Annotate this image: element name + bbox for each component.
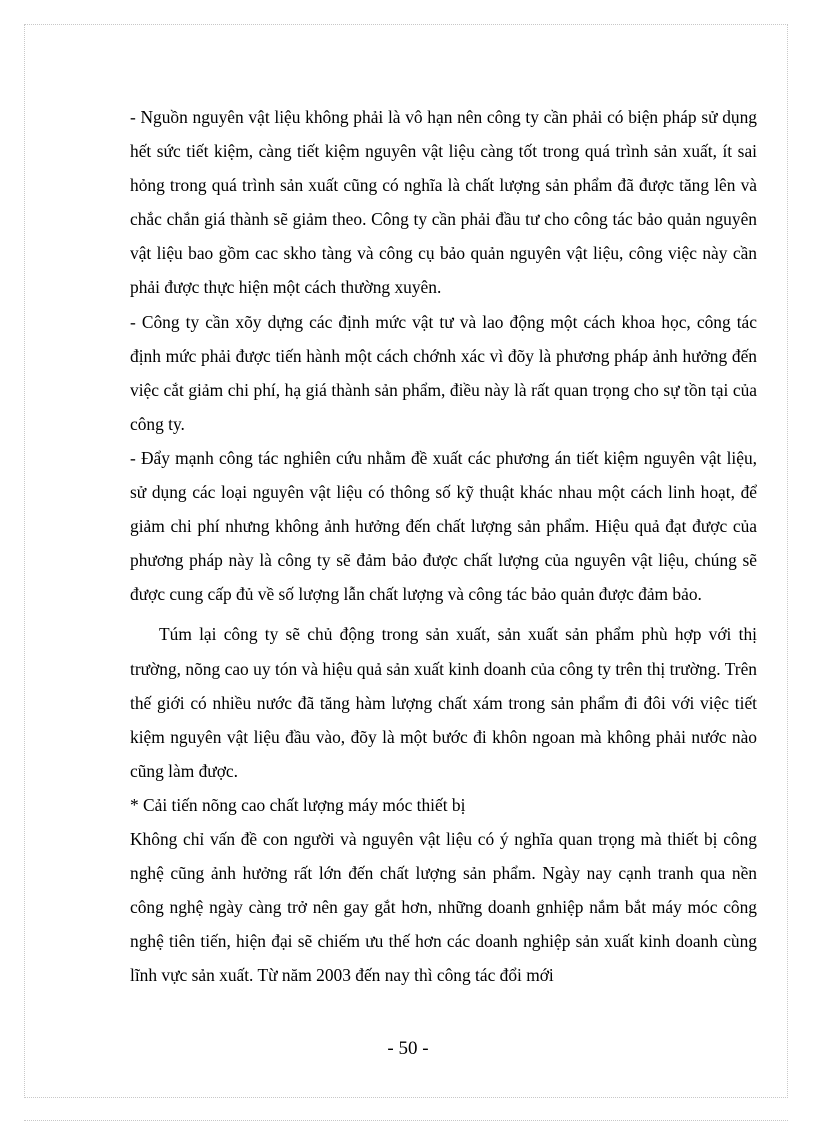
- paragraph-summary: Túm lại công ty sẽ chủ động trong sản xuất, sản xuất sản phẩm phù hợp với thị trường, nõng cao uy tón và hiệu quả sản xuất kinh doanh của công ty trên thị trường. Trên thế giới có nhiều nước đã tăng hàm lượng chất xám trong sản phẩm đi đôi với việc tiết kiệm nguyên vật liệu đầu vào, đõy là một bước đi khôn ngoan mà không phải nước nào cũng làm được.: [130, 624, 757, 781]
- paragraph-norms: - Công ty cần xõy dựng các định mức vật tư và lao động một cách khoa học, công tác định mức phải được tiến hành một cách chớnh xác vì đõy là phương pháp ảnh hưởng đến việc cắt giảm chi phí, hạ giá thành sản phẩm, điều này là rất quan trọng cho sự tồn tại của công ty.: [130, 311, 757, 434]
- paragraph-material-savings: - Nguồn nguyên vật liệu không phải là vô hạn nên công ty cần phải có biện pháp sử dụng hết sức tiết kiệm, càng tiết kiệm nguyên vật liệu càng tốt trong quá trình sản xuất, ít sai hỏng trong quá trình sản xuất cũng có nghĩa là chất lượng sản phẩm đã được tăng lên và chắc chắn giá thành sẽ giảm theo. Công ty cần phải đầu tư cho công tác bảo quản nguyên vật liệu bao gồm cac skho tàng và công cụ bảo quản nguyên vật liệu, công việc này cần phải được thực hiện một cách thường xuyên.: [130, 107, 757, 298]
- section-heading-machinery: * Cải tiến nõng cao chất lượng máy móc thiết bị: [130, 794, 466, 815]
- document-body: [130, 100, 757, 992]
- bottom-divider: [24, 1120, 788, 1121]
- paragraph-technology: Không chỉ vấn đề con người và nguyên vật liệu có ý nghĩa quan trọng mà thiết bị công nghệ cũng ảnh hưởng rất lớn đến chất lượng sản phẩm. Ngày nay cạnh tranh qua nền công nghệ ngày càng trở nên gay gắt hơn, những doanh gnhiệp nắm bắt máy móc công nghệ tiên tiến, hiện đại sẽ chiếm ưu thế hơn các doanh nghiệp sản xuất kinh doanh cùng lĩnh vực sản xuất. Từ năm 2003 đến nay thì công tác đổi mới: [130, 828, 757, 986]
- paragraph-research: - Đẩy mạnh công tác nghiên cứu nhằm đề xuất các phương án tiết kiệm nguyên vật liệu, sử dụng các loại nguyên vật liệu có thông số kỹ thuật khác nhau một cách linh hoạt, để giảm chi phí nhưng không ảnh hưởng đến chất lượng sản phẩm. Hiệu quả đạt được của phương pháp này là công ty sẽ đảm bảo được chất lượng của nguyên vật liệu, chúng sẽ được cung cấp đủ về số lượng lẫn chất lượng và công tác bảo quản được đảm bảo.: [130, 447, 757, 605]
- page-number: - 50 -: [387, 1038, 429, 1059]
